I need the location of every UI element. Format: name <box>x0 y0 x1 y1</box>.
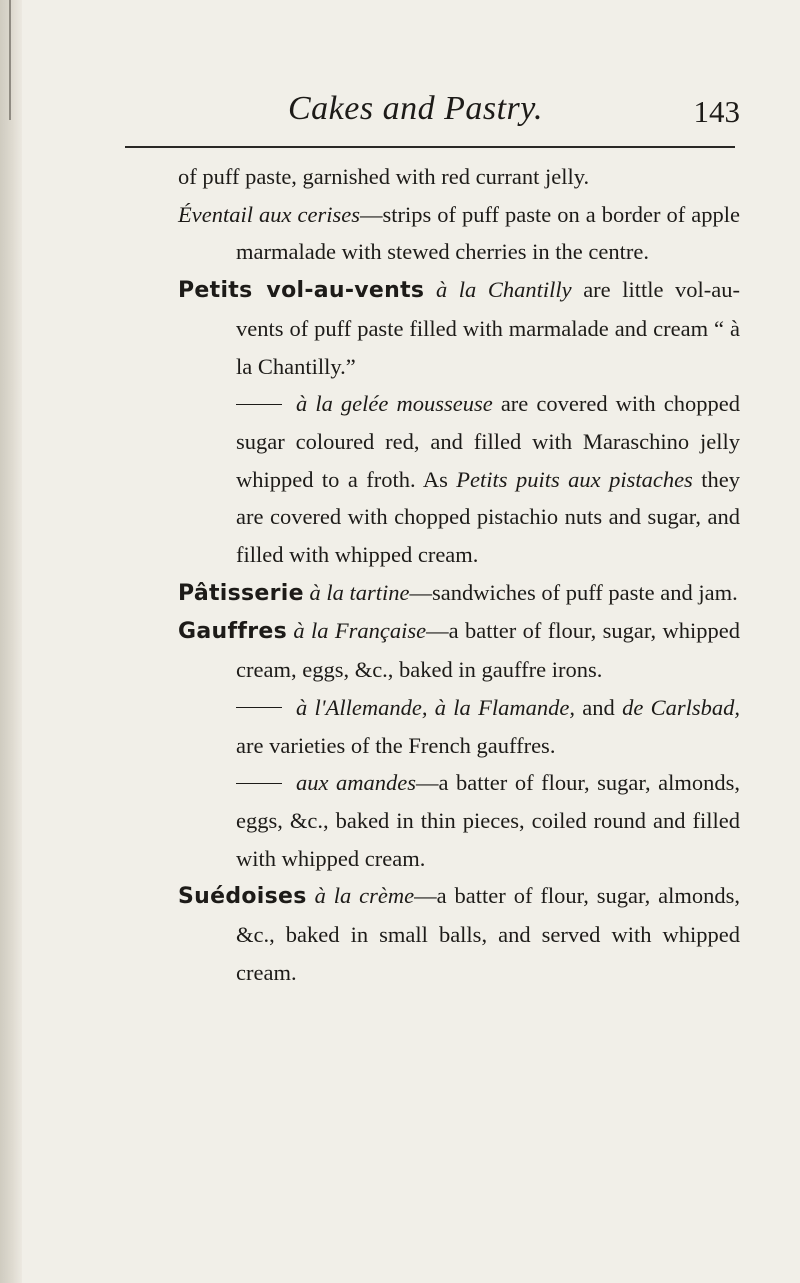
page-body <box>178 158 740 991</box>
entry-title-secondary: de Carlsbad, <box>622 694 740 720</box>
entry-title: à la Chantilly <box>435 277 572 303</box>
entry-text: are covered with chopped sugar coloured red, and filled with Maraschino jelly whipped to a froth. As <box>236 391 740 492</box>
entry-eventail <box>178 196 740 271</box>
entry-title-secondary: Petits puits aux pistaches <box>456 466 693 492</box>
header-rule <box>125 146 735 148</box>
subentry-aux-amandes <box>178 764 740 877</box>
page-number: 143 <box>693 94 740 129</box>
entry-patisserie <box>178 574 740 613</box>
continued-paragraph <box>178 158 740 196</box>
entry-text: —strips of puff paste on a border of apple marmalade with stewed cherries in the centre. <box>236 201 740 265</box>
entry-title: aux amandes <box>296 770 417 796</box>
entry-title: à la Française <box>293 618 427 644</box>
ditto-dash <box>236 783 282 784</box>
entry-headword: Gauffres <box>178 619 287 645</box>
entry-petits-vol-au-vents <box>178 271 740 385</box>
ditto-dash <box>236 707 282 708</box>
running-title: Cakes and Pastry. <box>288 90 543 127</box>
entry-title: à la tartine <box>309 579 410 605</box>
entry-title: à la crème <box>314 883 415 909</box>
entry-text: —a batter of flour, sugar, almonds, &c., baked in small balls, and served with whipped cream. <box>236 883 740 985</box>
paragraph-text: of puff paste, garnished with red currant jelly. <box>178 164 590 189</box>
entry-headword: Petits vol-au-vents <box>178 278 425 304</box>
ditto-dash <box>236 404 282 405</box>
entry-text: —sandwiches of puff paste and jam. <box>409 579 738 605</box>
spine-edge-line <box>9 0 11 120</box>
entry-title: Éventail aux cerises <box>178 201 360 227</box>
entry-text: —a batter of flour, sugar, whipped cream, eggs, &c., baked in gauffre irons. <box>236 618 741 683</box>
entry-suedoises <box>178 877 740 991</box>
page-header <box>120 90 740 136</box>
entry-headword: Pâtisserie <box>178 580 304 606</box>
entry-gauffres <box>178 612 740 688</box>
subentry-gauffres-varieties <box>178 689 740 764</box>
entry-text: are little vol-au-vents of puff paste filled with marmalade and cream “ à la Chantilly.” <box>236 277 741 379</box>
entry-text: —a batter of flour, sugar, almonds, eggs, &c., baked in thin pieces, coiled round and filled with whipped cream. <box>236 770 740 871</box>
entry-text: are varieties of the French gauffres. <box>236 732 556 758</box>
entry-title: à l'Allemande, à la Flamande, <box>296 694 575 720</box>
entry-title: à la gelée mousseuse <box>296 391 493 417</box>
subentry-gelee-mousseuse <box>178 385 740 574</box>
entry-conjunction: and <box>574 694 623 720</box>
book-spine-shadow <box>0 0 22 1283</box>
entry-headword: Suédoises <box>178 884 307 910</box>
entry-text-secondary: they are covered with chopped pistachio nuts and sugar, and filled with whipped cream. <box>236 466 740 568</box>
